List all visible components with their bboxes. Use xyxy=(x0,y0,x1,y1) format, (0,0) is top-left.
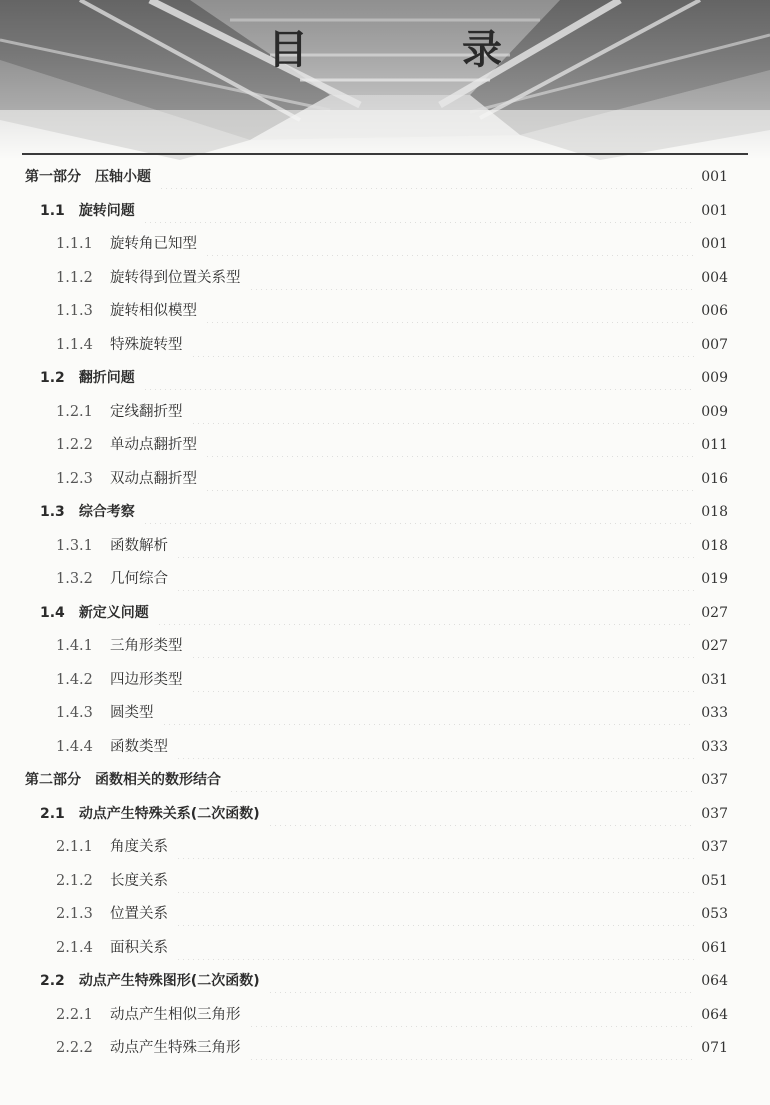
toc-entry[interactable] xyxy=(56,266,728,290)
dot-leader xyxy=(205,433,694,457)
toc-entry[interactable] xyxy=(40,802,728,826)
toc-entry-number: 1.1.4 xyxy=(56,336,93,353)
toc-entry-title: 单动点翻折型 xyxy=(110,437,197,453)
dot-leader xyxy=(205,299,694,323)
toc-entry-title: 函数类型 xyxy=(110,738,168,755)
toc-entry[interactable] xyxy=(56,735,728,759)
toc-entry-title: 动点产生相似三角形 xyxy=(110,1006,241,1023)
toc-entry-page: 004 xyxy=(701,269,728,286)
toc-entry[interactable] xyxy=(56,400,728,424)
toc-entry-title: 翻折问题 xyxy=(78,370,135,386)
toc-entry-page: 031 xyxy=(701,671,728,688)
toc-entry-page: 064 xyxy=(701,1006,728,1023)
toc-entry-number: 1.2 xyxy=(40,370,65,386)
toc-entry-title: 旋转得到位置关系型 xyxy=(110,269,241,286)
header-divider xyxy=(22,153,748,155)
toc-entry-number: 1.3.1 xyxy=(56,537,93,554)
dot-leader xyxy=(249,1003,695,1027)
toc-entry-number: 1.4 xyxy=(40,604,65,621)
toc-entry-title: 新定义问题 xyxy=(78,604,149,621)
toc-entry-number: 1.4.3 xyxy=(56,705,93,721)
toc-entry-title: 角度关系 xyxy=(110,839,168,855)
toc-entry-number: 1.2.1 xyxy=(56,403,93,420)
toc-entry-title: 三角形类型 xyxy=(110,638,183,654)
toc-entry[interactable] xyxy=(40,366,728,390)
toc-entry-title: 动点产生特殊关系(二次函数) xyxy=(78,805,260,822)
toc-entry[interactable] xyxy=(56,534,728,558)
toc-entry[interactable] xyxy=(56,634,728,658)
toc-entry-number: 第二部分 xyxy=(25,772,81,788)
toc-entry-number: 2.2.2 xyxy=(56,1040,93,1056)
toc-entry[interactable] xyxy=(40,969,728,993)
dot-leader xyxy=(191,634,695,658)
toc-entry[interactable] xyxy=(56,333,728,357)
toc-entry-page: 001 xyxy=(701,202,728,219)
toc-entry[interactable] xyxy=(25,768,728,792)
toc-entry-title: 双动点翻折型 xyxy=(110,470,197,487)
toc-entry-page: 009 xyxy=(701,403,728,420)
toc-entry-page: 061 xyxy=(701,939,728,956)
toc-entry-number: 1.1 xyxy=(40,202,65,219)
toc-entry-title: 综合考察 xyxy=(78,504,135,520)
toc-entry-page: 037 xyxy=(701,772,728,788)
toc-entry-number: 1.3.2 xyxy=(56,571,93,587)
dot-leader xyxy=(143,199,694,223)
toc-entry-page: 071 xyxy=(701,1040,728,1056)
toc-entry-title: 特殊旋转型 xyxy=(110,336,183,353)
toc-entry-title: 函数解析 xyxy=(110,537,168,554)
toc-entry[interactable] xyxy=(56,467,728,491)
dot-leader xyxy=(205,467,694,491)
toc-entry-page: 019 xyxy=(701,571,728,587)
toc-entry-title: 函数相关的数形结合 xyxy=(95,772,221,788)
toc-entry-title: 动点产生特殊三角形 xyxy=(110,1040,241,1056)
toc-entry[interactable] xyxy=(40,500,728,524)
dot-leader xyxy=(268,969,694,993)
dot-leader xyxy=(159,165,694,189)
toc-entry-number: 2.2 xyxy=(40,973,65,989)
toc-entry-number: 1.4.2 xyxy=(56,671,93,688)
toc-entry[interactable] xyxy=(56,299,728,323)
dot-leader xyxy=(176,534,694,558)
toc-entry-page: 037 xyxy=(701,839,728,855)
toc-entry-title: 面积关系 xyxy=(110,939,168,956)
toc-entry-page: 006 xyxy=(701,303,728,319)
toc-entry-page: 016 xyxy=(701,470,728,487)
dot-leader xyxy=(191,400,695,424)
toc-entry-page: 027 xyxy=(701,638,728,654)
toc-entry-page: 007 xyxy=(701,336,728,353)
dot-leader xyxy=(176,902,694,926)
dot-leader xyxy=(205,232,694,256)
toc-entry[interactable] xyxy=(25,165,728,189)
toc-entry[interactable] xyxy=(56,668,728,692)
dot-leader xyxy=(176,936,694,960)
dot-leader xyxy=(143,366,694,390)
toc-entry-page: 018 xyxy=(701,504,728,520)
toc-entry[interactable] xyxy=(56,433,728,457)
toc-entry-title: 长度关系 xyxy=(110,872,168,889)
toc-entry[interactable] xyxy=(56,936,728,960)
toc-entry[interactable] xyxy=(40,601,728,625)
toc-entry-number: 1.1.3 xyxy=(56,303,93,319)
dot-leader xyxy=(176,835,694,859)
toc-entry-page: 011 xyxy=(701,437,728,453)
toc-entry-number: 第一部分 xyxy=(25,169,81,185)
toc-entry-title: 圆类型 xyxy=(110,705,154,721)
toc-entry[interactable] xyxy=(56,869,728,893)
toc-entry-number: 1.4.1 xyxy=(56,638,93,654)
toc-entry-number: 2.1.4 xyxy=(56,939,93,956)
toc-entry-page: 037 xyxy=(701,805,728,822)
toc-entry-title: 动点产生特殊图形(二次函数) xyxy=(78,973,260,989)
toc-entry[interactable] xyxy=(56,1003,728,1027)
dot-leader xyxy=(176,869,694,893)
toc-entry-page: 027 xyxy=(701,604,728,621)
dot-leader xyxy=(229,768,694,792)
dot-leader xyxy=(268,802,694,826)
toc-entry-number: 1.1.1 xyxy=(56,236,93,252)
toc-entry-number: 2.1.3 xyxy=(56,906,93,922)
toc-entry[interactable] xyxy=(56,902,728,926)
toc-entry-title: 旋转角已知型 xyxy=(110,236,197,252)
toc-entry-title: 几何综合 xyxy=(110,571,168,587)
toc-entry-title: 位置关系 xyxy=(110,906,168,922)
toc-entry-number: 1.2.2 xyxy=(56,437,93,453)
toc-entry-page: 033 xyxy=(701,738,728,755)
toc-entry[interactable] xyxy=(56,701,728,725)
dot-leader xyxy=(162,701,695,725)
dot-leader xyxy=(176,735,694,759)
dot-leader xyxy=(249,1036,695,1060)
toc-entry-number: 1.3 xyxy=(40,504,65,520)
toc-entry[interactable] xyxy=(56,835,728,859)
toc-entry-page: 009 xyxy=(701,370,728,386)
toc-entry-page: 051 xyxy=(701,872,728,889)
toc-entry-number: 2.1 xyxy=(40,805,65,822)
toc-entry-page: 001 xyxy=(701,169,728,185)
toc-entry[interactable] xyxy=(56,567,728,591)
toc-entry-title: 四边形类型 xyxy=(110,671,183,688)
toc-entry-page: 033 xyxy=(701,705,728,721)
toc-entry-page: 053 xyxy=(701,906,728,922)
header-banner xyxy=(0,0,770,160)
dot-leader xyxy=(191,668,695,692)
toc-entry-title: 旋转相似模型 xyxy=(110,303,197,319)
toc-entry-number: 2.2.1 xyxy=(56,1006,93,1023)
toc-entry-title: 压轴小题 xyxy=(95,169,151,185)
toc-entry[interactable] xyxy=(40,199,728,223)
toc-entry[interactable] xyxy=(56,232,728,256)
page-title: 目 录 xyxy=(268,27,572,73)
toc-entry[interactable] xyxy=(56,1036,728,1060)
dot-leader xyxy=(191,333,695,357)
toc-entry-title: 旋转问题 xyxy=(78,202,135,219)
toc-entry-number: 2.1.1 xyxy=(56,839,93,855)
toc-entry-page: 064 xyxy=(701,973,728,989)
toc-entry-number: 1.4.4 xyxy=(56,738,93,755)
toc-entry-title: 定线翻折型 xyxy=(110,403,183,420)
dot-leader xyxy=(143,500,694,524)
dot-leader xyxy=(176,567,694,591)
toc-entry-number: 1.1.2 xyxy=(56,269,93,286)
toc-entry-page: 018 xyxy=(701,537,728,554)
dot-leader xyxy=(157,601,694,625)
dot-leader xyxy=(249,266,695,290)
toc-entry-page: 001 xyxy=(701,236,728,252)
toc-entry-number: 1.2.3 xyxy=(56,470,93,487)
toc-entry-number: 2.1.2 xyxy=(56,872,93,889)
